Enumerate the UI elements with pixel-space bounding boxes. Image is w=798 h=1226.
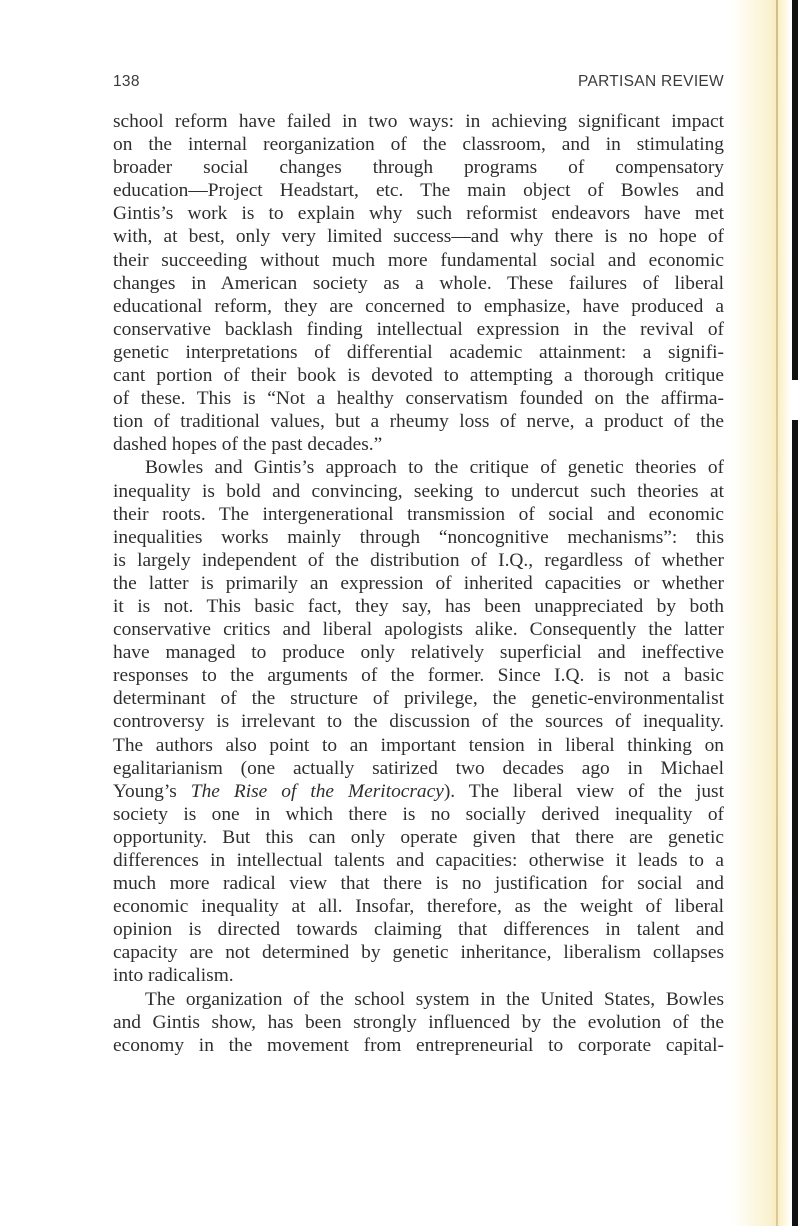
text-line: conservative critics and liberal apologists alike. Consequently the latter (113, 619, 724, 641)
text-segment: ). The liberal view of the just (443, 780, 724, 802)
text-line: inequality is bold and convincing, seeking to undercut such theories at (113, 480, 724, 502)
text-line: economy in the movement from entrepreneurial to corporate capital- (113, 1034, 724, 1056)
text-line: The authors also point to an important tension in liberal thinking on (113, 734, 724, 756)
page-edge-shadow (792, 0, 798, 1226)
page-binding-edge (776, 0, 778, 1226)
text-line: the latter is primarily an expression of inherited capacities or whether (113, 572, 724, 594)
text-line: controversy is irrelevant to the discussion of the sources of inequality. (113, 711, 724, 733)
text-line: genetic interpretations of differential academic attainment: a signifi- (113, 341, 724, 363)
text-line: educational reform, they are concerned to emphasize, have produced a (113, 295, 724, 317)
text-line: changes in American society as a whole. These failures of liberal (113, 272, 724, 294)
paragraph-start-line: The organization of the school system in the United States, Bowles (145, 988, 724, 1010)
text-line: education—Project Headstart, etc. The main object of Bowles and (113, 180, 724, 202)
text-line: opinion is directed towards claiming that differences in talent and (113, 919, 724, 941)
text-line: their succeeding without much more fundamental social and economic (113, 249, 724, 271)
text-line: it is not. This basic fact, they say, has been unappreciated by both (113, 595, 724, 617)
text-line: tion of traditional values, but a rheumy loss of nerve, a product of the (113, 411, 724, 433)
text-line: and Gintis show, has been strongly influenced by the evolution of the (113, 1011, 724, 1033)
text-line-with-title (113, 780, 724, 803)
text-line: opportunity. But this can only operate given that there are genetic (113, 826, 724, 848)
paragraph-start-line: Bowles and Gintis’s approach to the critique of genetic theories of (145, 457, 724, 479)
text-line: egalitarianism (one actually satirized two decades ago in Michael (113, 757, 724, 779)
text-line: with, at best, only very limited success—and why there is no hope of (113, 226, 724, 248)
text-line: responses to the arguments of the former. Since I.Q. is not a basic (113, 665, 724, 687)
running-header (113, 73, 724, 93)
text-line: is largely independent of the distribution of I.Q., regardless of whether (113, 549, 724, 571)
text-line: cant portion of their book is devoted to attempting a thorough critique (113, 365, 724, 387)
text-line: much more radical view that there is no justification for social and (113, 873, 724, 895)
text-line: society is one in which there is no socially derived inequality of (113, 803, 724, 825)
text-line: inequalities works mainly through “noncognitive mechanisms”: this (113, 526, 724, 548)
text-line: have managed to produce only relatively superficial and ineffective (113, 642, 724, 664)
text-line: dashed hopes of the past decades.” (113, 434, 383, 456)
text-line: differences in intellectual talents and capacities: otherwise it leads to a (113, 850, 724, 871)
book-title-italic: The Rise of the Meritocracy (190, 780, 444, 802)
text-line: into radicalism. (113, 965, 234, 987)
text-line: determinant of the structure of privilege, the genetic-environmentalist (113, 688, 724, 710)
journal-title: PARTISAN REVIEW (577, 73, 724, 90)
text-line: of these. This is “Not a healthy conservatism founded on the affirma- (113, 388, 724, 410)
text-segment: Young’s (113, 780, 191, 802)
page-number: 138 (113, 73, 140, 90)
text-line: their roots. The intergenerational transmission of social and economic (113, 503, 724, 525)
text-line: capacity are not determined by genetic inheritance, liberalism collapses (113, 942, 724, 964)
text-line: school reform have failed in two ways: in achieving significant impact (113, 111, 724, 132)
article-body (113, 110, 724, 1057)
text-line: on the internal reorganization of the classroom, and in stimulating (113, 134, 724, 156)
text-line: Gintis’s work is to explain why such reformist endeavors have met (113, 203, 724, 225)
text-line: broader social changes through programs of compensatory (113, 157, 724, 179)
text-line: economic inequality at all. Insofar, therefore, as the weight of liberal (113, 896, 724, 918)
text-line: conservative backlash finding intellectual expression in the revival of (113, 318, 724, 340)
